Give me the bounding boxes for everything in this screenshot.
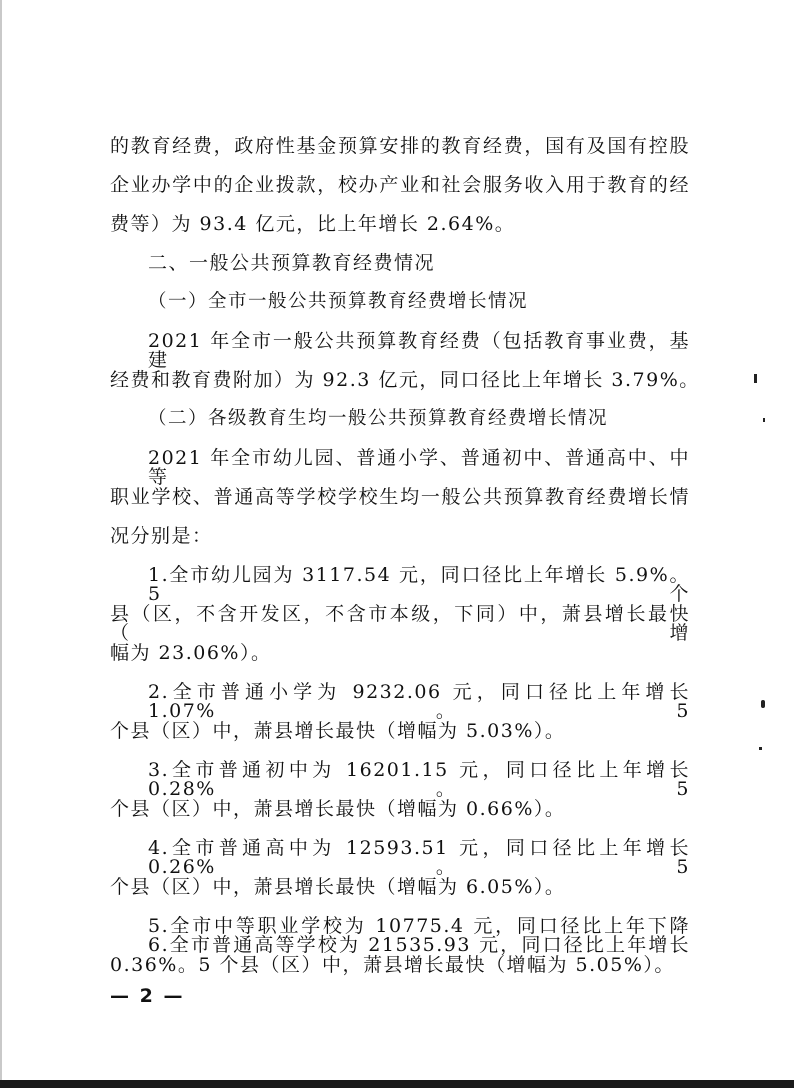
item-6-line-1: 6.全市普通高等学校为 21535.93 元，同口径比上年增长: [148, 934, 690, 956]
subsection-heading-1: （一）全市一般公共预算教育经费增长情况: [148, 291, 529, 312]
sub2-line-1: 2021 年全市幼儿园、普通小学、普通初中、普通高中、中等: [148, 447, 690, 488]
page-number: — 2 —: [110, 985, 185, 1007]
scan-mark: [761, 700, 765, 708]
item-1-line-1: 1.全市幼儿园为 3117.54 元，同口径比上年增长 5.9%。5 个: [148, 564, 690, 605]
item-3-line-2: 个县（区）中，萧县增长最快（增幅为 0.66%）。: [110, 798, 566, 820]
item-1-line-2: 县（区，不含开发区，不含市本级，下同）中，萧县增长最快（增: [110, 603, 690, 644]
page-edge: [0, 0, 2, 1088]
item-2-line-2: 个县（区）中，萧县增长最快（增幅为 5.03%）。: [110, 720, 566, 742]
item-2-line-1: 2.全市普通小学为 9232.06 元，同口径比上年增长 1.07%。5: [148, 681, 690, 722]
intro-line-3: 费等）为 93.4 亿元，比上年增长 2.64%。: [110, 213, 516, 235]
intro-line-2: 企业办学中的企业拨款，校办产业和社会服务收入用于教育的经: [110, 174, 690, 196]
scan-mark: [754, 374, 757, 383]
scan-mark: [763, 418, 765, 422]
sub1-line-1: 2021 年全市一般公共预算教育经费（包括教育事业费，基建: [148, 330, 690, 371]
sub1-line-2: 经费和教育费附加）为 92.3 亿元，同口径比上年增长 3.79%。: [110, 369, 700, 391]
item-4-line-1: 4.全市普通高中为 12593.51 元，同口径比上年增长 0.26%。5: [148, 837, 690, 878]
sub2-line-2: 职业学校、普通高等学校学校生均一般公共预算教育经费增长情: [110, 486, 690, 508]
scan-bottom-edge: [0, 1080, 794, 1088]
scan-mark: [759, 747, 762, 750]
item-4-line-2: 个县（区）中，萧县增长最快（增幅为 6.05%）。: [110, 876, 566, 898]
intro-line-1: 的教育经费，政府性基金预算安排的教育经费，国有及国有控股: [110, 135, 690, 157]
item-5-line-1: 5.全市中等职业学校为 10775.4 元，同口径比上年下降: [148, 915, 690, 937]
item-3-line-1: 3.全市普通初中为 16201.15 元，同口径比上年增长 0.28%。5: [148, 759, 690, 800]
sub2-line-3: 况分别是：: [110, 525, 213, 547]
subsection-heading-2: （二）各级教育生均一般公共预算教育经费增长情况: [148, 408, 609, 429]
item-5-line-2: 0.36%。5 个县（区）中，萧县增长最快（增幅为 5.05%）。: [110, 954, 675, 976]
item-1-line-3: 幅为 23.06%）。: [110, 642, 272, 664]
section-heading: 二、一般公共预算教育经费情况: [148, 252, 436, 274]
